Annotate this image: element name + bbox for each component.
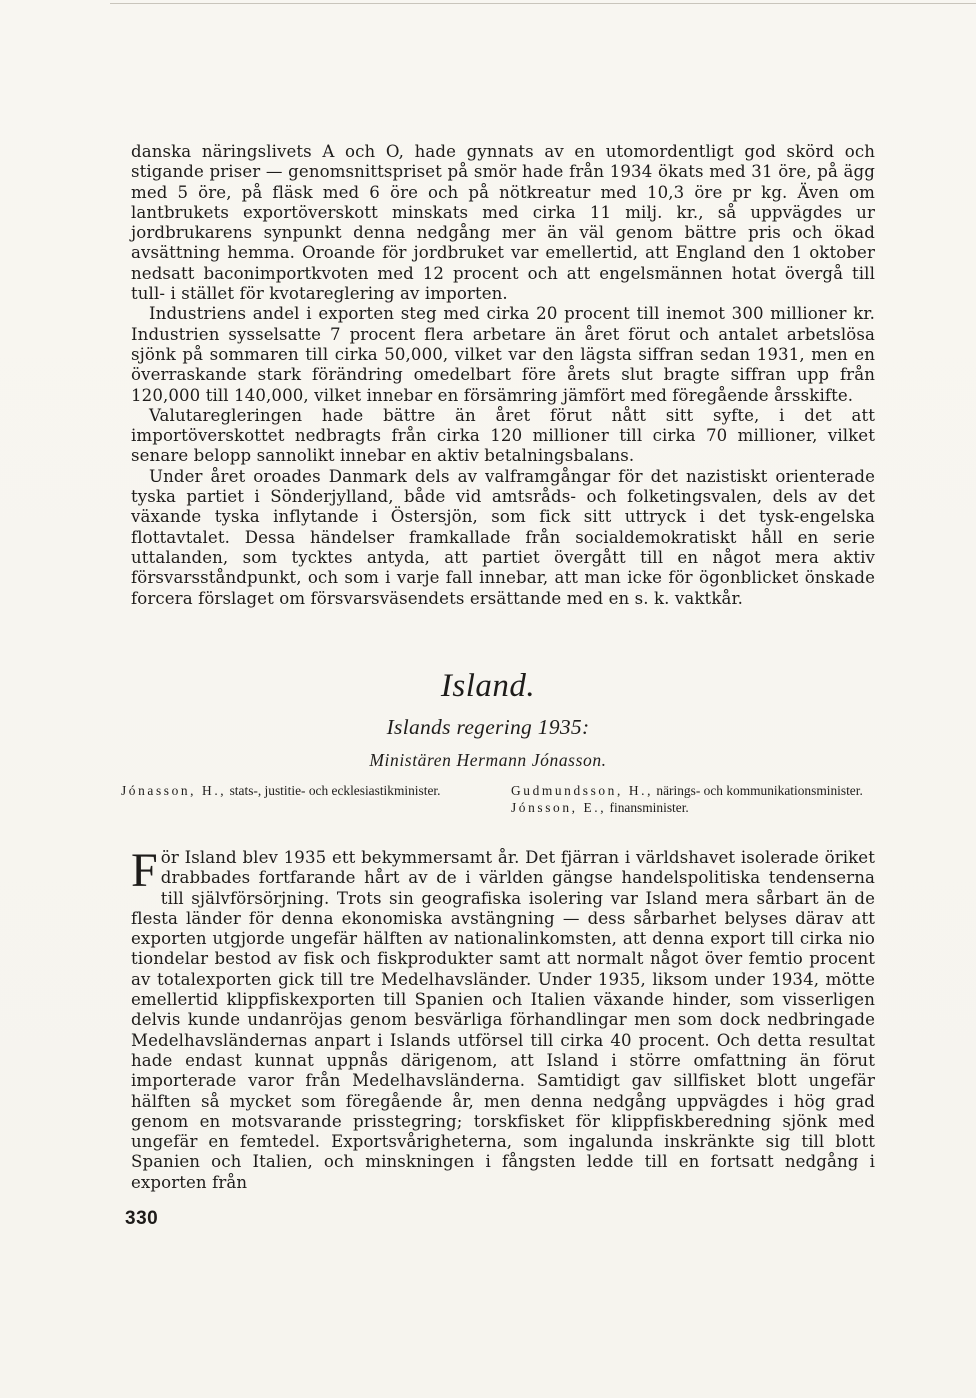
paragraph: Under året oroades Danmark dels av valframgångar för det nazistiskt orienterade tyska partiet i Sönderjylland, både vid amtsråds- och folketingsvalen, dels av det växande tyska inflytande i Östersjön, som fick sitt uttryck i det tysk-engelska flottavtalet. Dessa händelser framkallade från socialdemokratiskt håll en serie uttalanden, som tycktes antyda, att partiet övergått till en något mera aktiv försvarsståndpunkt, och som i varje fall innebar, att man icke för ögonblicket önskade forcera förslaget om försvarsväsendets ersättande med en s. k. vaktkår. — [131, 466, 875, 608]
ministry-name: Hermann Jónasson. — [456, 750, 607, 770]
minister-role: stats-, justitie- och ecklesiastikminister. — [229, 783, 441, 798]
section-iceland-text — [131, 844, 875, 1193]
country-heading: Island. — [440, 668, 536, 704]
minister-name: Jónasson, H., — [121, 783, 227, 798]
paragraph-text: ör Island blev 1935 ett bekymmersamt år. Det fjärran i världshavet isolerade öriket drabbades fortfarande hårt av de i världen gängse handelspolitiska tendenserna till självförsörjning. Trots sin geografiska isolering var Island mera sårbart än de flesta länder för denna ekonomiska avstängning — dess sårbarhet belyses därav att exporten utgjorde ungefär hälften av nationalinkomsten, att denna export till cirka nio tiondelar bestod av fisk och fiskprodukter samt att normalt något över femtio procent av totalexporten gick till tre Medelhavsländer. Under 1935, liksom under 1934, mötte emellertid klippfiskexporten till Spanien och Italien växande hinder, som visserligen delvis kunde undanröjas genom besvärliga förhandlingar men som dock nedbringade Medelhavsländernas anpart i Islands utförsel till cirka 40 procent. Och detta resultat hade endast kunnat uppnås därigenom, att Island i större omfattning än förut importerade varor från Medelhavsländerna. Samtidigt gav sillfisket blott ungefär hälften så mycket som föregående år, men denna nedgång uppvägdes i hög grad genom en motsvarande prisstegring; torskfisket för klippfiskberedning sjönk med ungefär en femtedel. Exportsvårigheterna, som ingalunda inskränkte sig till blott Spanien och Italien, och minskningen i fångsten ledde till en fortsatt nedgång i exporten från — [131, 848, 875, 1192]
minister-entry — [511, 782, 881, 799]
minister-role: närings- och kommunikationsminister. — [656, 783, 863, 798]
paragraph: Valutaregleringen hade bättre än året förut nått sitt syfte, i det att importöverskottet nedbragts från cirka 120 millioner till cirka 70 millioner, vilket senare belopp sannolikt innebar en aktiv betalningsbalans. — [131, 405, 875, 466]
minister-entry — [121, 782, 489, 799]
paragraph: Industriens andel i exporten steg med cirka 20 procent till inemot 300 millioner kr. Industrien sysselsatte 7 procent flera arbetare än året förut och antalet arbetslösa sjönk på sommaren till cirka 50,000, vilket var den lägsta siffran sedan 1931, men en överraskande stark förändring omedelbart före årets slut bragte siffran upp från 120,000 till 140,000, vilket innebar en försämring jämfört med föregående årsskifte. — [131, 304, 875, 405]
top-rule — [110, 3, 976, 4]
government-heading: Islands regering 1935: — [386, 715, 590, 739]
paragraph: danska näringslivets A och O, hade gynnats av en utomordentligt god skörd och stigande priser — genomsnittspriset på smör hade från 1934 ökats med 31 öre, på ägg med 5 öre, på fläsk med 6 öre och på nötkreatur med 10,3 öre pr kg. Även om lantbrukets exportöverskott minskats med cirka 11 milj. kr., så uppvägdes ur jordbrukarens synpunkt denna nedgång mer än väl genom bättre pris och ökad avsättning hemma. Oroande för jordbruket var emellertid, att England den 1 oktober nedsatt baconimportkvoten med 12 procent och att engelsmännen hotat övergå till tull- i stället för kvotareglering av importen. — [131, 142, 875, 304]
section-denmark-text — [131, 142, 875, 609]
minister-name: Jónsson, E., — [511, 800, 607, 815]
ministry-prefix: Ministären — [369, 750, 452, 770]
drop-cap: F — [131, 844, 158, 897]
paragraph — [131, 844, 875, 1193]
minister-role: finansminister. — [609, 800, 689, 815]
minister-name: Gudmundsson, H., — [511, 783, 654, 798]
minister-entry — [511, 799, 881, 816]
ministers-right-column — [511, 782, 881, 816]
page-number: 330 — [125, 1208, 159, 1229]
ministry-heading — [0, 750, 976, 771]
ministers-left-column — [121, 782, 489, 799]
